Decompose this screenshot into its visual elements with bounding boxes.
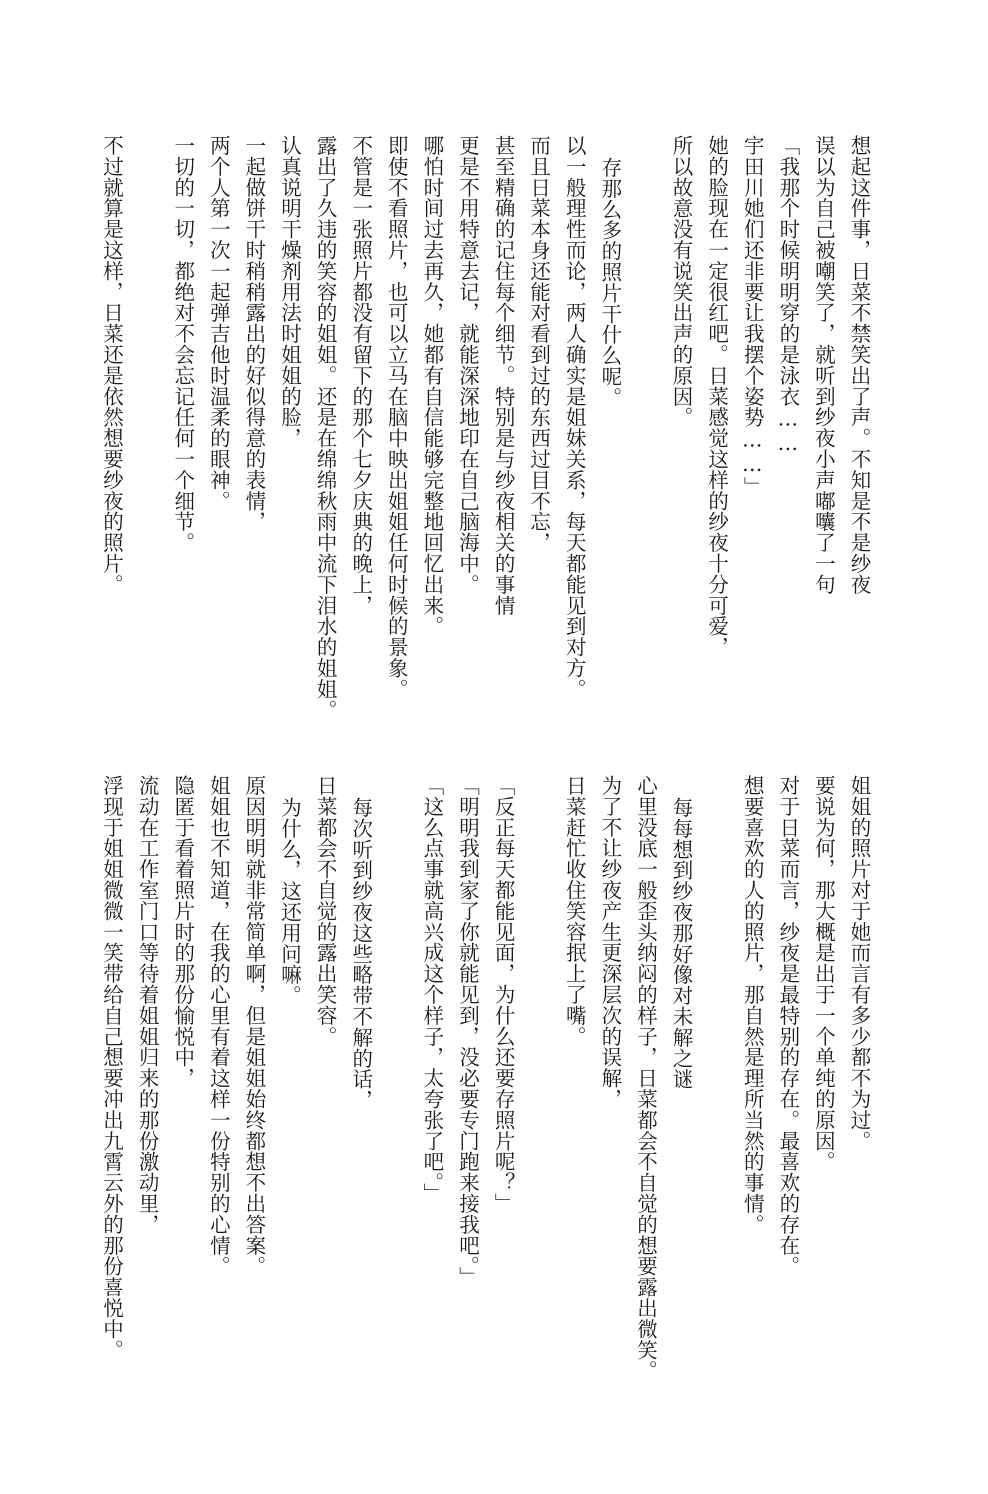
text-column: 想要喜欢的人的照片，那自然是理所当然的事情。	[740, 775, 765, 1235]
text-column: 存那么多的照片干什么呢。	[597, 157, 622, 408]
text-column: 两个人第一次一起弹吉他时温柔的眼神。	[206, 135, 231, 512]
text-column: 日菜赶忙收住笑容抿上了嘴。	[562, 775, 587, 1047]
text-column: 一起做饼干时稍稍露出的好似得意的表情，	[241, 135, 266, 533]
text-column: 即使不看照片，也可以立马在脑中映出姐姐任何时候的景象。	[384, 135, 409, 700]
blank-column	[698, 775, 734, 1375]
text-column: 甚至精确的记住每个细节。特别是与纱夜相关的事情	[491, 135, 516, 616]
blank-column	[129, 135, 165, 695]
text-column: 为了不让纱夜产生更深层次的误解，	[597, 775, 622, 1110]
text-column: 误以为自己被嘲笑了，就听到纱夜小声嘟囔了一句	[811, 135, 836, 595]
text-column: 不管是一张照片都没有留下的那个七夕庆典的晚上，	[348, 135, 373, 616]
text-column: 对于日菜而言，纱夜是最特别的存在。最喜欢的存在。	[775, 775, 800, 1277]
text-column: 「我那个时候明明穿的是泳衣……	[775, 135, 800, 456]
text-column: 她的脸现在一定很红吧。日菜感觉这样的纱夜十分可爱，	[704, 135, 729, 658]
text-column: 认真说明干燥剂用法时姐姐的脸，	[277, 135, 302, 449]
text-column: 隐匿于看着照片时的那份愉悦中，	[170, 775, 195, 1089]
text-column: 「反正每天都能见面，为什么还要存照片呢？」	[491, 775, 516, 1214]
text-column: 以一般理性而论，两人确实是姐妹关系，每天都能见到对方。	[562, 135, 587, 700]
text-column: 流动在工作室门口等待着姐姐归来的那份激动里，	[135, 775, 160, 1235]
blank-column	[378, 775, 414, 1375]
text-column: 日菜都会不自觉的露出笑容。	[313, 775, 338, 1047]
text-column: 露出了久违的笑容的姐姐。还是在绵绵秋雨中流下泪水的姐姐。	[313, 135, 338, 721]
text-column: 每次听到纱夜这些略带不解的话，	[348, 797, 373, 1111]
text-column: 要说为何，那大概是出于一个单纯的原因。	[811, 775, 836, 1173]
blank-column	[627, 135, 663, 695]
text-column: 「这么点事就高兴成这个样子，太夸张了吧。」	[419, 775, 444, 1204]
text-column: 每每想到纱夜那好像对未解之谜	[669, 797, 694, 1090]
text-column: 一切的一切，都绝对不会忘记任何一个细节。	[170, 135, 195, 553]
top-text-block	[93, 135, 876, 721]
blank-column	[520, 775, 556, 1375]
bottom-text-block	[93, 775, 876, 1382]
text-column: 心里没底一般歪头纳闷的样子，日菜都会不自觉的想要露出微笑。	[633, 775, 658, 1382]
text-column: 浮现于姐姐微微一笑带给自己想要冲出九霄云外的那份喜悦中。	[99, 775, 124, 1361]
text-column: 所以故意没有说笑出声的原因。	[669, 135, 694, 428]
text-column: 姐姐的照片对于她而言有多少都不为过。	[847, 775, 871, 1152]
text-column: 宇田川她们还非要让我摆个姿势……」	[740, 135, 765, 498]
text-column: 更是不用特意去记，就能深深地印在自己脑海中。	[455, 135, 480, 595]
text-column: 原因明明就非常简单啊，但是姐姐始终都想不出答案。	[241, 775, 266, 1277]
text-column: 哪怕时间过去再久，她都有自信能够完整地回忆出来。	[419, 135, 444, 637]
text-column: 而且日菜本身还能对看到过的东西过目不忘，	[526, 135, 551, 553]
text-column: 不过就算是这样，日菜还是依然想要纱夜的照片。	[99, 135, 124, 595]
text-column: 为什么，这还用问嘛。	[277, 797, 302, 1006]
text-column: 「明明我到家了你就能见到，没必要专门跑来接我吧。」	[455, 775, 480, 1288]
text-column: 想起这件事，日菜不禁笑出了声。不知是不是纱夜	[847, 135, 871, 595]
text-column: 姐姐也不知道，在我的心里有着这样一份特别的心情。	[206, 775, 231, 1277]
